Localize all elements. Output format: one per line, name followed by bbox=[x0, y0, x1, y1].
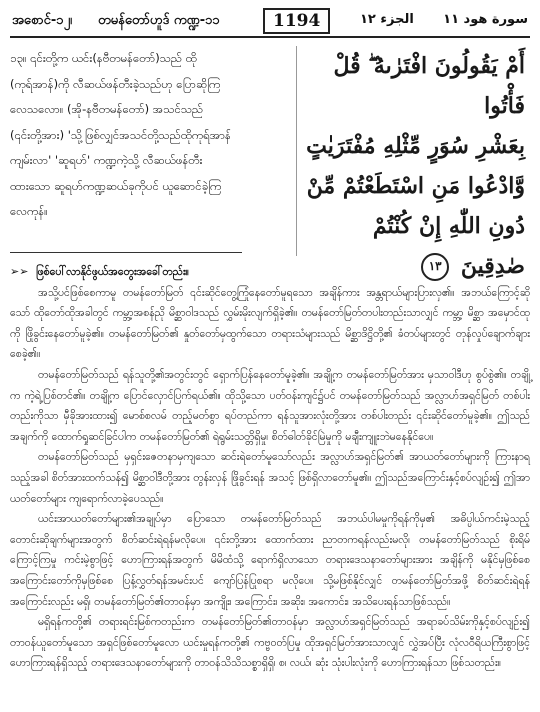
commentary-paragraph: တမန်တော်မြတ်သည် မှရှင်းဇေတနာမှကျသော ဆင်းရဲတော်မူသော်လည်း အလ္လာဟ်အရှင်မြတ်၏ အာယတ်တော်များကို ကြားနာရသည့်အခါ စိတ်အားထက်သန်၍ မိစ္ဆာဝါဒီတို့အား တွန်းလှန် ဖြိုခွင်းရန် အသင့် ဖြစ်ရှိလာတော်မူ၏။ ဤသည်အကြောင်းနှင့်စပ်လျဉ်း၍ ဤအာယတ်တော်များ ကျရောက်လာခဲ့ပေသည်။ bbox=[10, 451, 530, 505]
arabic-line: وَّادْعُوا مَنِ اسْتَطَعْتُمْ مِّنْ bbox=[306, 173, 525, 199]
translation-line: လေကုန်။ bbox=[10, 204, 48, 218]
translation-line: ထားသော ဆူရဟ်ကဏ္ဍဆယ်ခုကိုပင် ယူဆောင်ခဲ့ကြ bbox=[10, 178, 222, 193]
arrow-icon: ➢➢ bbox=[10, 265, 29, 278]
arabic-line: بِعَشْرِ سُوَرٍ مِّثْلِهِ مُفْتَرَيٰتٍ bbox=[306, 133, 525, 159]
juz-label: الجزء ١٢ bbox=[360, 12, 414, 27]
arabic-verse bbox=[305, 46, 525, 279]
commentary-paragraph: ယင်းအာယတ်တော်များ၏အချုပ်မှာ ပြောသော တမန်တော်မြတ်သည် အဘယ်ပါမမှုကိုရန်ကိုမှ၏ အဓိပ္ပါယ်ကင်းမဲ့သည့် တောင်းဆိုချက်များအတွက် စိတ်ဆင်းရဲရန်မလိုပေ။ ၎င်းတို့အား ထောက်ထား ညာတကရန်လည်းမလို၊ တမန်တော်မြတ်သည် စိုးရိမ်ကြောင့်ကြမှု ကင်းမဲ့စွာဖြင့် ဟောကြားရန်အတွက် မိမိထံသို့ ရောက်ရှိလာသော တရားဒေသနာတော်များအား အချိန်ကို မနိုင်မှဖြစ်စေ အကြောင်းတော်ကိုမှဖြစ်စေ ပြန့်လွှတ်ရန်အမင်းပင် ကျော်ပြန်ပြုစရာ မလိုပေ။ သို့မဖြစ်နိုင်လျှင် တမန်တော်မြတ်အဖို့ စိတ်ဆင်းရဲရန် အကြောင်းလည်း မရှိ၊ တမန်တော်မြတ်၏တာဝန်မှာ အကျိုး၊ အကြောင်း၊ အဆိုး၊ အကောင်း၊ အသိပေးရန်သာဖြစ်သည်။ bbox=[10, 513, 530, 608]
footnote-separator bbox=[10, 252, 242, 253]
commentary-paragraph: တမန်တော်မြတ်သည် ရန်သူတို့၏အတွင်းတွင် ရှောက်ပြန်နေတော်မူခဲ့၏။ အချို့က တမန်တော်မြတ်အား မှသာဝါဒီဟု စွပ်စွဲ၏။ တချို့က ကဲ့ရဲ့ပြစ်တင်၏။ တချို့က ပြောင်လှောင်ပြက်ရယ်၏။ ထိုသို့သော ပတ်ဝန်းကျင်၌ပင် တမန်တော်မြတ်သည် အလ္လာဟ်အရှင်မြတ် တစ်ပါးတည်းကိုသာ မှီခိုအားထား၍ မောစ်စလမ် တည့်မတ်စွာ ရပ်တည်ကာ ရန်သူအားလုံးတို့အား တစ်ပါးတည်း ၎င်းဆိုင်တော်မူခဲ့၏။ ဤသည်အချက်ကို ထောက်ရှုဆင်ခြင်ပါက တမန်တော်မြတ်၏ ရဲရွမ်းသတ္တိရှိမှု၊ စိတ်ဓါတ်ခိုင်မြဲမှုကို မချီးကျူးဘဲမနေနိုင်ပေ။ bbox=[10, 368, 530, 443]
commentary-lead bbox=[10, 262, 530, 283]
arabic-line: أَمْ يَقُولُونَ افْتَرٰىهُ ۖ قُلْ فَأْتُوا bbox=[333, 53, 525, 119]
commentary-paragraph: မရှိရန်ကတို့၏ တရားရင်းမြစ်ကတည်းက တမန်တော်မြတ်၏တာဝန်မှာ အလ္လာဟ်အရှင်မြတ်သည် အရာခပ်သိမ်းကိုနှင့်စပ်လျဉ်း၍ တာဝန်ယူတော်မူသော အရှင်ဖြစ်တော်မူလော ယင်းမှုရန်ကတို့၏ ကဗ္ဗဝတ်ပြမှု ထိုအရှင်မြတ်အားသာလျှင် လွှဲအပ်ပြီး လုံလဝီရိယကြီးစွာဖြင့် ဟောကြားရန်ရှိသည့် တရားဒေသနာတော်များကို တာဝန်သိသိသစ္စာရှိရှိ၊ စ၊ လယ်၊ ဆုံး သုံးပါးလုံးကို ဟောကြားရန်သာ ဖြစ်သတည်း။ bbox=[10, 616, 530, 670]
translation-line: လေသလော။ (အို-နဗီတမန်တော်) အသင်သည် bbox=[10, 102, 204, 116]
translation-line: ၁၃။ ၎င်းတို့က ယင်း(နဗီတမန်တော်)သည် ထို bbox=[10, 51, 197, 65]
translation-line: (ကုရ်အာန်)ကို လီဆယ်ဖန်တီးခဲ့သည်ဟု ပြောဆိုကြ bbox=[10, 76, 221, 91]
arabic-line: صٰدِقِينَ bbox=[460, 253, 525, 279]
commentary-paragraph: အသို့ပင်ဖြစ်စေကာမူ တမန်တော်မြတ် ၎င်းဆိုင်တွေ့ကြုံနေတော်မူရသော အချိန်ကား အန္တရာယ်များပြားလှ၏။ အဘယ်ကြောင့်ဆိုသော် ထိုတော်ထိုအခါတွင် ကမ္ဘာ့အစန်ညို မိစ္ဆာဝါဒသည် လွှမ်းမိုးလျက်ရှိခဲ့၏။ တမန်တော်မြတ်တပါးတည်းသာလျှင် ကမ္ဘာ့ မိစ္ဆာ အမှောင်ထုကို ဖြိုခွင်းနေတော်မူခဲ့၏။ တမန်တော်မြတ်၏ နှုတ်တော်မှထွက်သော တရားသံများသည် မိစ္ဆာဒိဋ္ဌိတို့၏ ခံတပ်များတွင် တုန်လှုပ်ချောက်ချားစေခဲ့၏။ bbox=[10, 286, 530, 361]
page-number: 1194 bbox=[263, 8, 330, 34]
chapter-label: တမန်တော်ဟူဒ် ကဏ္ဍ-၁၁ bbox=[98, 13, 220, 28]
verse-translation bbox=[10, 46, 292, 225]
translation-line: ကျမ်းလာ' 'ဆူရဟ်' ကဏ္ဍကဲ့သို့ လီဆယ်ဖန်တီး bbox=[10, 153, 203, 167]
arabic-line: دُونِ اللّٰهِ إِنْ كُنْتُمْ bbox=[372, 213, 525, 239]
column-divider bbox=[296, 46, 297, 256]
ayah-number-marker: ١٣ bbox=[421, 253, 449, 281]
surah-label: سورة هود ١١ bbox=[443, 12, 528, 27]
volume-label: အစောင်-၁၂၊ bbox=[12, 13, 73, 28]
commentary-heading: ဖြစ်ပေါ်လာနိုင်ဖွယ်အတွေးအခေါ်တည်း။ bbox=[35, 266, 189, 278]
quran-page bbox=[10, 6, 530, 706]
page-header bbox=[10, 6, 530, 38]
commentary bbox=[10, 262, 530, 674]
translation-line: (၎င်းတို့အား) 'သို့ဖြစ်လျှင်အသင်တို့သည်ထိုကုရ်အာန် bbox=[10, 127, 231, 142]
